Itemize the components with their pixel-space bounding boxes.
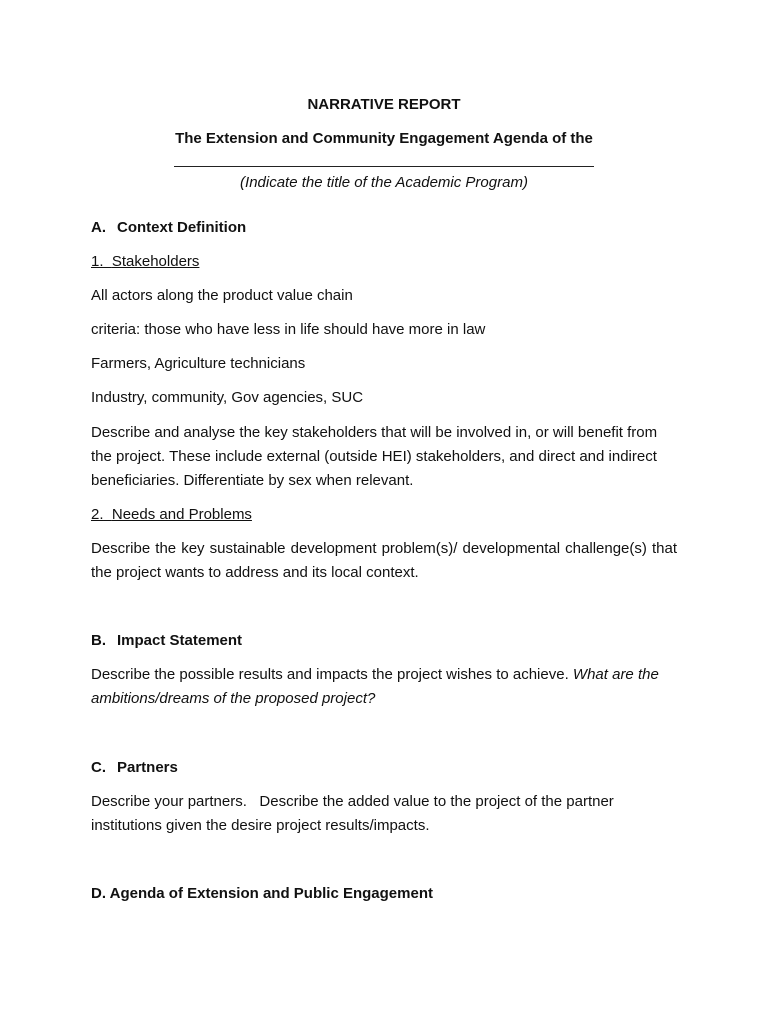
needs-number: 2. [91, 506, 104, 523]
stakeholder-line: All actors along the product value chain [91, 287, 353, 304]
section-d-heading: D. Agenda of Extension and Public Engagement [91, 885, 433, 902]
section-c-heading [91, 756, 677, 780]
partners-description: Describe your partners. Describe the added value to the project of the partner institutions given the desire project results/impacts. [91, 793, 618, 834]
program-title-instruction: (Indicate the title of the Academic Program) [240, 174, 528, 191]
stakeholders-title: Stakeholders [111, 253, 200, 270]
stakeholders-number: 1. [91, 253, 104, 270]
title-fill-line [174, 166, 594, 167]
section-b-title: Impact Statement [117, 632, 243, 649]
stakeholders-heading [91, 250, 677, 274]
stakeholder-line: criteria: those who have less in life should have more in law [91, 321, 486, 338]
section-b-letter: B. [91, 632, 106, 649]
section-b-heading [91, 629, 677, 653]
stakeholders-description: Describe and analyse the key stakeholders that will be involved in, or will benefit from the project. These include external (outside HEI) stakeholders, and direct and indirect beneficiaries. Differentiate by sex when relevant. [91, 424, 658, 489]
section-a-title: Context Definition [117, 219, 247, 236]
stakeholder-line: Industry, community, Gov agencies, SUC [91, 389, 364, 406]
needs-title: Needs and Problems [111, 506, 252, 523]
section-c-letter: C. [91, 759, 106, 776]
section-a-letter: A. [91, 219, 106, 236]
impact-description-block [91, 663, 677, 711]
report-title: NARRATIVE REPORT [307, 96, 461, 113]
section-c-title: Partners [117, 759, 178, 776]
section-a-heading [91, 216, 677, 240]
needs-description: Describe the key sustainable development problem(s)/ developmental challenge(s) that the project wants to address and its local context. [91, 540, 677, 581]
impact-question: What are the ambitions/dreams of the proposed project? [91, 666, 659, 707]
stakeholder-line: Farmers, Agriculture technicians [91, 355, 306, 372]
needs-heading [91, 503, 677, 527]
impact-description: Describe the possible results and impacts the project wishes to achieve. [91, 666, 569, 683]
report-subtitle: The Extension and Community Engagement Agenda of the [175, 130, 593, 147]
